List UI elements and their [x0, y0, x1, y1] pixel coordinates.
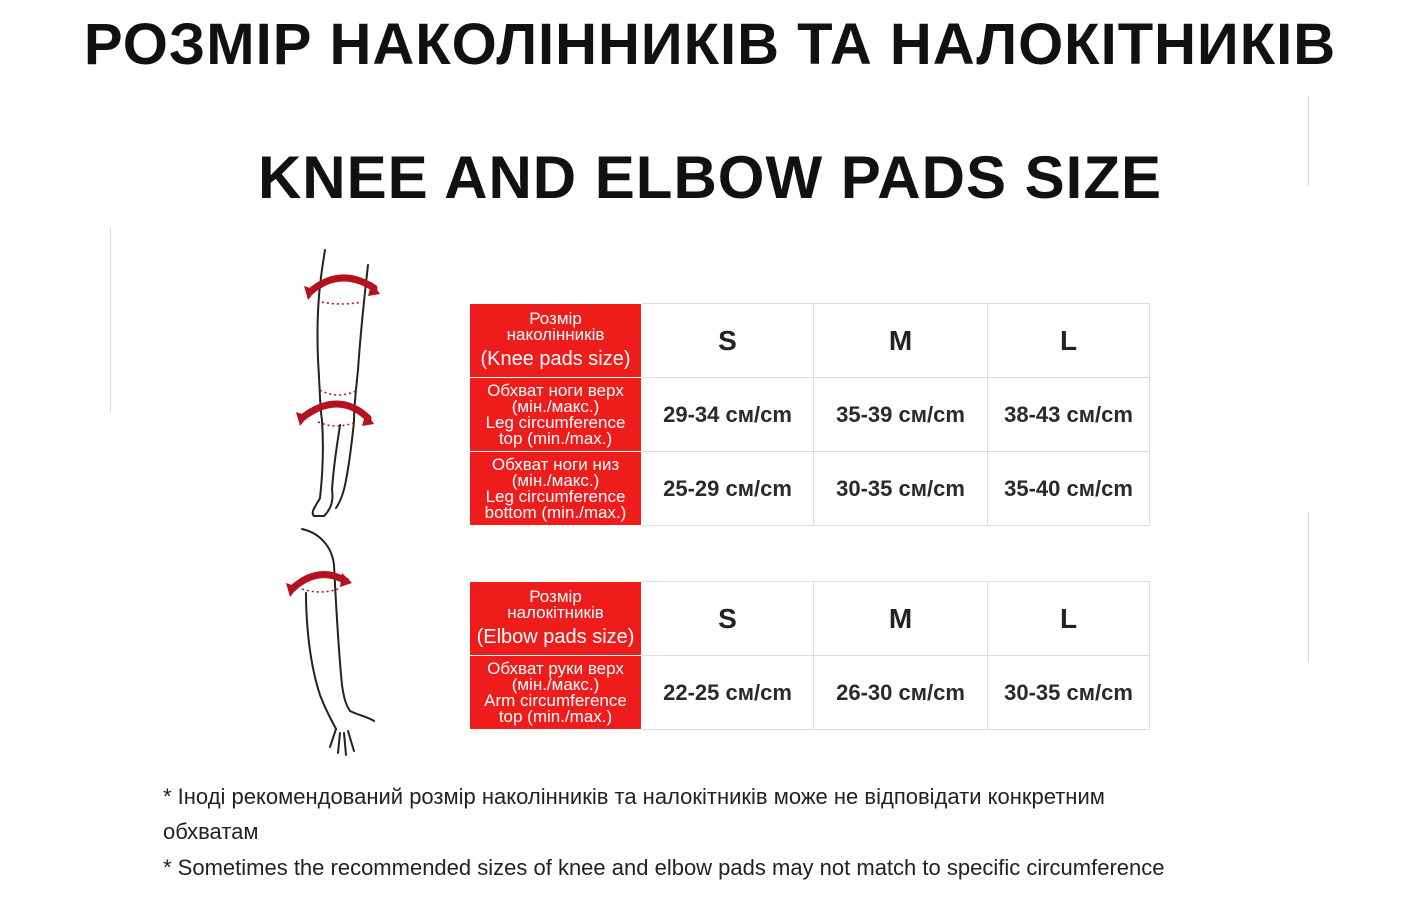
footnote-ua-line2: обхватам — [163, 819, 259, 844]
elbow-size-label-ua-2: налокітників — [507, 602, 604, 622]
elbow-size-table — [469, 581, 1150, 730]
row-label-ua-2: (мін./макс.) — [511, 470, 600, 490]
size-header-l: L — [988, 582, 1150, 656]
table-header-row — [470, 582, 1150, 656]
knee-size-table — [469, 303, 1150, 526]
table-cell: 35-39 см/cm — [814, 378, 988, 452]
footnote-ua-line1: * Іноді рекомендований розмір наколінників та налокітників може не відповідати конкретним — [163, 784, 1105, 809]
footnote-en: * Sometimes the recommended sizes of knee and elbow pads may not match to specific circumference — [163, 855, 1165, 880]
knee-size-label-cell — [470, 304, 642, 378]
leg-measure-icon — [280, 240, 400, 525]
table-cell: 26-30 см/cm — [814, 656, 988, 730]
title-english: KNEE AND ELBOW PADS SIZE — [257, 144, 1163, 211]
title-ukrainian: РОЗМІР НАКОЛІННИКІВ ТА НАЛОКІТНИКІВ — [83, 12, 1337, 77]
divider-left — [110, 228, 111, 412]
table-cell: 25-29 см/cm — [642, 452, 814, 526]
size-header-m: M — [814, 304, 988, 378]
table-header-row — [470, 304, 1150, 378]
divider-right-bottom — [1308, 512, 1309, 662]
arm-measure-icon — [280, 525, 390, 765]
knee-size-label-ua-2: наколінників — [506, 324, 605, 344]
knee-bottom-arrow — [302, 404, 368, 418]
row-label-en-2: top (min./max.) — [498, 428, 613, 448]
elbow-size-label-en: (Elbow pads size) — [476, 625, 635, 648]
size-header-l: L — [988, 304, 1150, 378]
divider-right-top — [1308, 96, 1309, 186]
table-row — [470, 378, 1150, 452]
row-label-leg-bottom — [470, 452, 642, 526]
row-label-ua-2: (мін./макс.) — [511, 396, 600, 416]
row-label-en-1: Leg circumference — [485, 412, 626, 432]
row-label-leg-top — [470, 378, 642, 452]
table-cell: 35-40 см/cm — [988, 452, 1150, 526]
row-label-arm-top — [470, 656, 642, 730]
row-label-ua-1: Обхват руки верх — [487, 658, 624, 678]
table-cell: 30-35 см/cm — [988, 656, 1150, 730]
size-header-m: M — [814, 582, 988, 656]
table-cell: 30-35 см/cm — [814, 452, 988, 526]
row-label-en-2: top (min./max.) — [498, 706, 613, 726]
row-label-en-1: Arm circumference — [484, 690, 627, 710]
elbow-size-label-cell — [470, 582, 642, 656]
row-label-en-2: bottom (min./max.) — [484, 502, 627, 522]
table-cell: 22-25 см/cm — [642, 656, 814, 730]
knee-size-label-en: (Knee pads size) — [480, 347, 631, 370]
row-label-ua-1: Обхват ноги низ — [491, 454, 620, 474]
size-header-s: S — [642, 582, 814, 656]
row-label-ua-2: (мін./макс.) — [511, 674, 600, 694]
size-header-s: S — [642, 304, 814, 378]
elbow-arrow — [292, 575, 346, 589]
row-label-ua-1: Обхват ноги верх — [487, 380, 624, 400]
knee-size-label-ua-1: Розмір — [529, 308, 582, 328]
table-cell: 29-34 см/cm — [642, 378, 814, 452]
elbow-size-label-ua-1: Розмір — [529, 586, 582, 606]
table-row — [470, 452, 1150, 526]
table-row — [470, 656, 1150, 730]
row-label-en-1: Leg circumference — [485, 486, 626, 506]
table-cell: 38-43 см/cm — [988, 378, 1150, 452]
